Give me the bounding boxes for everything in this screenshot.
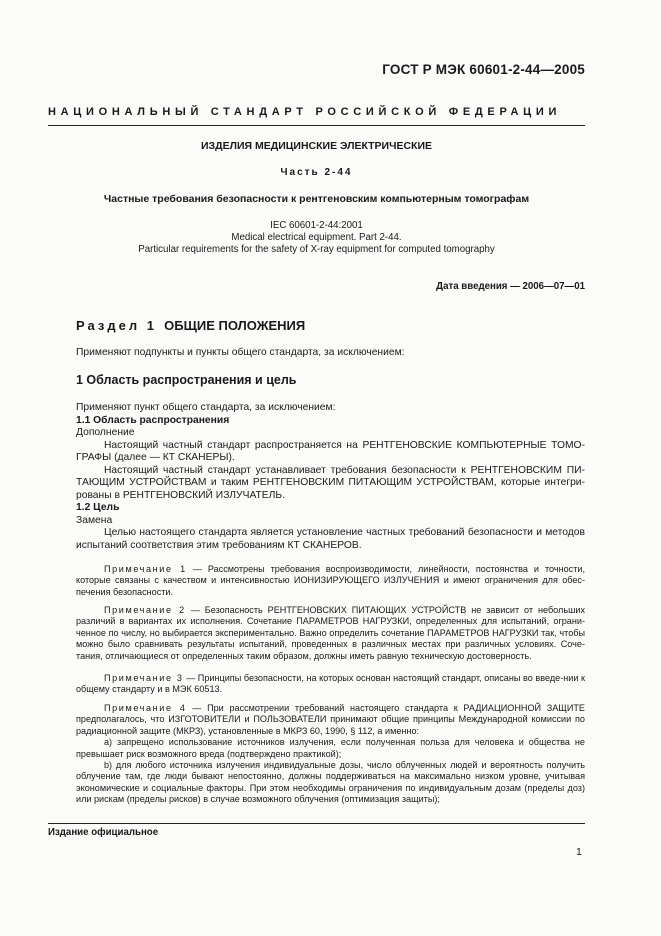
- note-4-label: Примечание 4: [104, 703, 187, 713]
- iec-reference: [48, 220, 585, 256]
- clause-1-body: [76, 402, 585, 552]
- section-label: Раздел 1: [76, 318, 157, 333]
- clause-1-intro: Применяют пункт общего стандарта, за исключением:: [76, 402, 336, 413]
- bottom-divider: [48, 823, 585, 824]
- top-divider: [48, 125, 585, 126]
- note-4-text: — При рассмотрении требований настоящего стандарта к РАДИАЦИОННОЙ ЗАЩИТЕ предполагалось, что ИЗГОТОВИТЕЛИ и ПОЛЬЗОВАТЕЛИ принимают общие принципы Международной комиссии по радиационной защите (МКРЗ), установленные в МКРЗ 60, 1990, § 112, а именно:: [76, 703, 585, 736]
- note-3: [76, 673, 585, 696]
- section-heading: [76, 318, 305, 333]
- official-edition-label: Издание официальное: [48, 827, 159, 838]
- part-label: Часть 2-44: [280, 167, 353, 178]
- note-2-label: Примечание 2: [104, 605, 186, 615]
- standard-subtitle: Частные требования безопасности к рентгеновским компьютерным томографам: [103, 193, 530, 205]
- page-number: 1: [576, 846, 582, 858]
- subclause-1-1-para2: Настоящий частный стандарт устанавливает требования безопасности к РЕНТГЕНОВСКИМ ПИ-ТАЮЩИМ УСТРОЙСТВАМ и таким РЕНТГЕНОВСКИМ ПИТАЮЩИМ УСТРОЙСТВАМ, которые интегри-рованы в РЕНТГЕНОВСКИЙ ИЗЛУЧАТЕЛЬ.: [76, 464, 585, 501]
- note-1: [76, 564, 585, 598]
- document-code: ГОСТ Р МЭК 60601-2-44—2005: [382, 62, 585, 77]
- iec-title-line2: Particular requirements for the safety of X-ray equipment for computed tomography: [138, 244, 495, 255]
- introduction-date: Дата введения — 2006—07—01: [436, 281, 585, 292]
- national-standard-banner: НАЦИОНАЛЬНЫЙ СТАНДАРТ РОССИЙСКОЙ ФЕДЕРАЦИИ: [48, 106, 562, 118]
- section-intro: Применяют подпункты и пункты общего стандарта, за исключением:: [76, 347, 405, 358]
- subclause-1-1-heading: 1.1 Область распространения: [76, 414, 230, 426]
- subclause-1-1-addition: Дополнение: [76, 427, 135, 438]
- note-4-item-b: b) для любого источника излучения индивидуальные дозы, число облученных людей и вероятность получить облучение там, где люди бывают непостоянно, должны поддерживаться на максимально низком уровне, учитывая экономические и социальные факторы. При этом необходимы ограничения по индивидуальным дозам (пределы доз) или рискам (пределы рисков) в случае возможного облучения (оптимизация защиты);: [76, 760, 585, 805]
- standard-title: ИЗДЕЛИЯ МЕДИЦИНСКИЕ ЭЛЕКТРИЧЕСКИЕ: [200, 140, 433, 152]
- note-2: [76, 605, 585, 662]
- iec-code: IEC 60601-2-44:2001: [270, 220, 363, 231]
- note-4-item-a: а) запрещено использование источников излучения, если полученная польза для человека и общества не превышает риск возможного вреда (подтверждено практикой);: [76, 737, 585, 759]
- subclause-1-2-replacement: Замена: [76, 514, 113, 526]
- section-title: ОБЩИЕ ПОЛОЖЕНИЯ: [164, 318, 306, 333]
- iec-title-line1: Medical electrical equipment. Part 2-44.: [231, 232, 402, 243]
- note-1-text: — Рассмотрены требования воспроизводимости, линейности, постоянства и точности, которые связаны с качеством и интенсивностью ИОНИЗИРУЮЩЕГО ИЗЛУЧЕНИЯ и имеют ограничения для обес-печения безопасности.: [76, 564, 585, 597]
- note-4-body: [76, 703, 585, 737]
- subclause-1-2-para1: Целью настоящего стандарта является установление частных требований безопасности и методов испытаний соответствия этим требованиям КТ СКАНЕРОВ.: [76, 527, 585, 551]
- note-3-label: Примечание 3: [104, 673, 184, 683]
- clause-1-heading: 1 Область распространения и цель: [76, 373, 297, 387]
- note-4: [76, 703, 585, 806]
- note-2-text: — Безопасность РЕНТГЕНОВСКИХ ПИТАЮЩИХ УСТРОЙСТВ не зависит от небольших различий в вариантах их исполнения. Сочетание ПАРАМЕТРОВ НАГРУЗКИ, определенных для испытаний, ограни-ченное по числу, но выбирается экспериментально. Важно определить сочетание ПАРАМЕТРОВ НАГРУЗКИ так, чтобы можно было сравнивать результаты испытаний, проведенных в различных местах при различных условиях. Соче-тания, отличающиеся от определенных таким образом, должны иметь равную техническую достоверность.: [76, 605, 585, 661]
- subclause-1-1-para1: Настоящий частный стандарт распространяется на РЕНТГЕНОВСКИЕ КОМПЬЮТЕРНЫЕ ТОМО-ГРАФЫ (далее — КТ СКАНЕРЫ).: [76, 439, 585, 463]
- note-1-label: Примечание 1: [104, 564, 187, 574]
- subclause-1-2-heading: 1.2 Цель: [76, 502, 120, 513]
- note-3-text: — Принципы безопасности, на которых основан настоящий стандарт, описаны во введе-нии к общему стандарту и в МЭК 60513.: [76, 673, 585, 695]
